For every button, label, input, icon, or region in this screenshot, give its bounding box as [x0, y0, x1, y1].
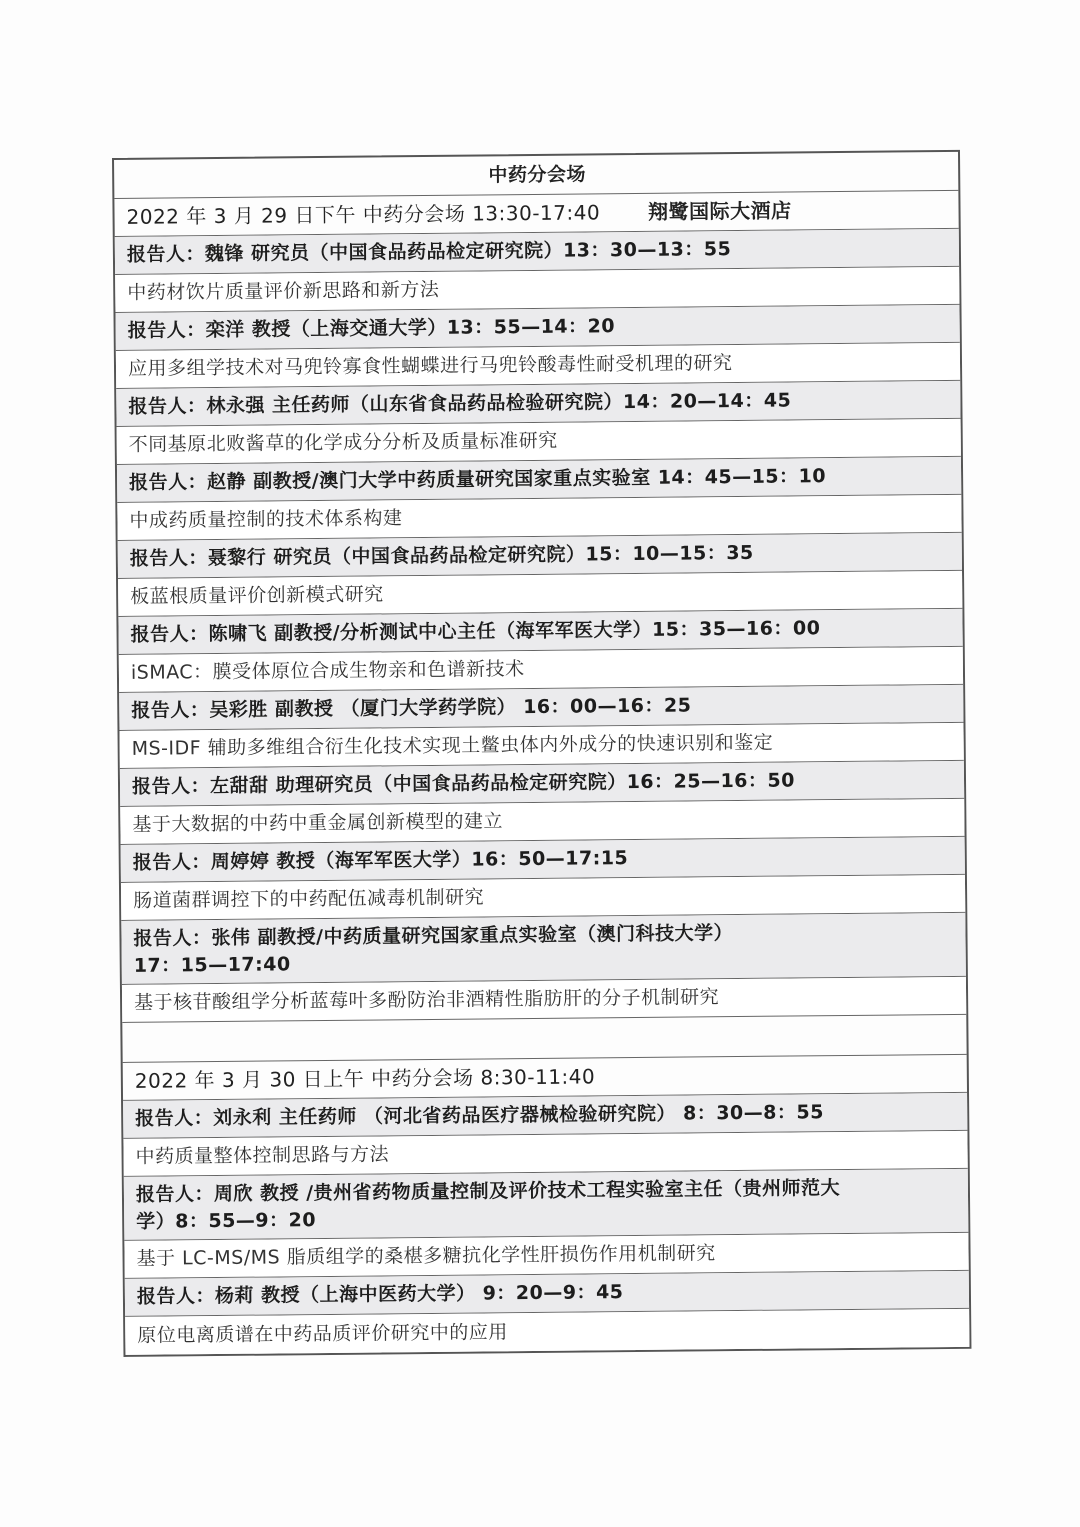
- topic-row: 基于 LC-MS/MS 脂质组学的桑椹多糖抗化学性肝损伤作用机制研究: [124, 1233, 968, 1279]
- speaker-line: 报告人：张伟 副教授/中药质量研究国家重点实验室（澳门科技大学）: [133, 921, 734, 950]
- speaker-line: 17：15—17:40: [133, 952, 291, 977]
- speaker-row: 报告人：赵静 副教授/澳门大学中药质量研究国家重点实验室 14：45—15：10: [117, 457, 961, 503]
- speaker-line: 报告人：周欣 教授 /贵州省药物质量控制及评价技术工程实验室主任（贵州师范大: [135, 1176, 841, 1206]
- topic-row: 基于核苷酸组学分析蓝莓叶多酚防治非酒精性脂肪肝的分子机制研究: [122, 977, 966, 1023]
- speaker-row: 报告人：刘永利 主任药师 （河北省药品医疗器械检验研究院） 8：30—8：55: [123, 1093, 967, 1139]
- speaker-row: 报告人：魏锋 研究员（中国食品药品检定研究院）13：30—13：55: [115, 229, 959, 275]
- speaker-line: 学）8：55—9：20: [136, 1208, 317, 1233]
- topic-row: 中药材饮片质量评价新思路和新方法: [115, 267, 959, 313]
- speaker-row: 报告人：杨莉 教授（上海中医药大学） 9：20—9：45: [125, 1271, 969, 1317]
- topic-row: iSMAC：膜受体原位合成生物亲和色谱新技术: [119, 647, 963, 693]
- topic-row: 中药质量整体控制思路与方法: [123, 1131, 967, 1177]
- topic-row: 板蓝根质量评价创新模式研究: [118, 571, 962, 617]
- session-venue: 翔鹭国际大酒店: [648, 198, 792, 224]
- topic-row: 中成药质量控制的技术体系构建: [117, 495, 961, 541]
- topic-row: 不同基原北败酱草的化学成分分析及质量标准研究: [117, 419, 961, 465]
- topic-row: 肠道菌群调控下的中药配伍减毒机制研究: [121, 875, 965, 921]
- topic-row: MS-IDF 辅助多维组合衍生化技术实现土鳖虫体内外成分的快速识别和鉴定: [120, 723, 964, 769]
- topic-row: 基于大数据的中药中重金属创新模型的建立: [120, 799, 964, 845]
- speaker-row: 报告人：吴彩胜 副教授 （厦门大学药学院） 16：00—16：25: [119, 685, 963, 731]
- speaker-row: 报告人：聂黎行 研究员（中国食品药品检定研究院）15：10—15：35: [118, 533, 962, 579]
- speaker-row-wrapped: [121, 913, 966, 985]
- table-title: 中药分会场: [114, 152, 958, 199]
- session-time-day1: 2022 年 3 月 29 日下午 中药分会场 13:30-17:40: [126, 200, 601, 229]
- speaker-row-wrapped: [124, 1169, 969, 1241]
- speaker-row: 报告人：左甜甜 助理研究员（中国食品药品检定研究院）16：25—16：50: [120, 761, 964, 807]
- session-header-day2: 2022 年 3 月 30 日上午 中药分会场 8:30-11:40: [123, 1055, 967, 1101]
- speaker-row: 报告人：周婷婷 教授（海军军医大学）16：50—17:15: [121, 837, 965, 883]
- speaker-row: 报告人：陈啸飞 副教授/分析测试中心主任（海军军医大学）15：35—16：00: [118, 609, 962, 655]
- speaker-row: 报告人：栾洋 教授（上海交通大学）13：55—14：20: [115, 305, 959, 351]
- topic-row: 原位电离质谱在中药品质评价研究中的应用: [125, 1309, 969, 1355]
- schedule-table: [112, 150, 971, 1357]
- speaker-row: 报告人：林永强 主任药师（山东省食品药品检验研究院）14：20—14：45: [116, 381, 960, 427]
- topic-row: 应用多组学技术对马兜铃寡食性蝴蝶进行马兜铃酸毒性耐受机理的研究: [116, 343, 960, 389]
